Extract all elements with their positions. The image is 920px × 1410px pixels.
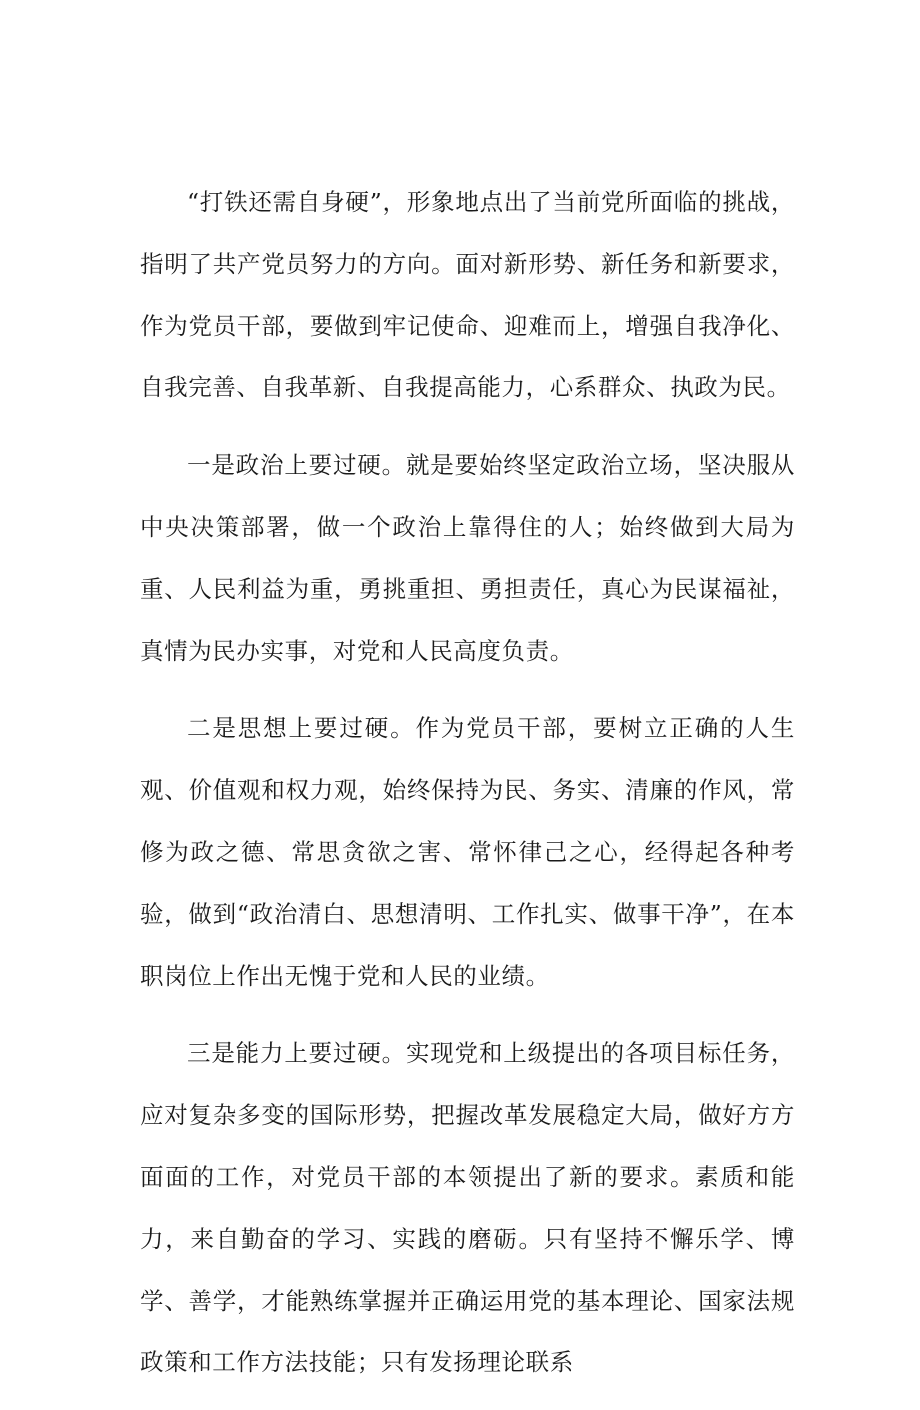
paragraph-political: 一是政治上要过硬。就是要始终坚定政治立场，坚决服从中央决策部署，做一个政治上靠得住的人；始终做到大局为重、人民利益为重，勇挑重担、勇担责任，真心为民谋福祉，真情为民办实事，对党和人民高度负责。 (140, 451, 795, 665)
paragraph-ideological: 二是思想上要过硬。作为党员干部，要树立正确的人生观、价值观和权力观，始终保持为民、务实、清廉的作风，常修为政之德、常思贪欲之害、常怀律己之心，经得起各种考验，做到“政治清白、思想清明、工作扎实、做事干净”，在本职岗位上作出无愧于党和人民的业绩。 (140, 714, 795, 990)
document-body (140, 172, 795, 1410)
paragraph-ability: 三是能力上要过硬。实现党和上级提出的各项目标任务，应对复杂多变的国际形势，把握改革发展稳定大局，做好方方面面的工作，对党员干部的本领提出了新的要求。素质和能力，来自勤奋的学习、实践的磨砺。只有坚持不懈乐学、博学、善学，才能熟练掌握并正确运用党的基本理论、国家法规政策和工作方法技能；只有发扬理论联系 (140, 1039, 795, 1377)
paragraph-intro: “打铁还需自身硬”，形象地点出了当前党所面临的挑战，指明了共产党员努力的方向。面对新形势、新任务和新要求，作为党员干部，要做到牢记使命、迎难而上，增强自我净化、自我完善、自我革新、自我提高能力，心系群众、执政为民。 (140, 188, 795, 402)
